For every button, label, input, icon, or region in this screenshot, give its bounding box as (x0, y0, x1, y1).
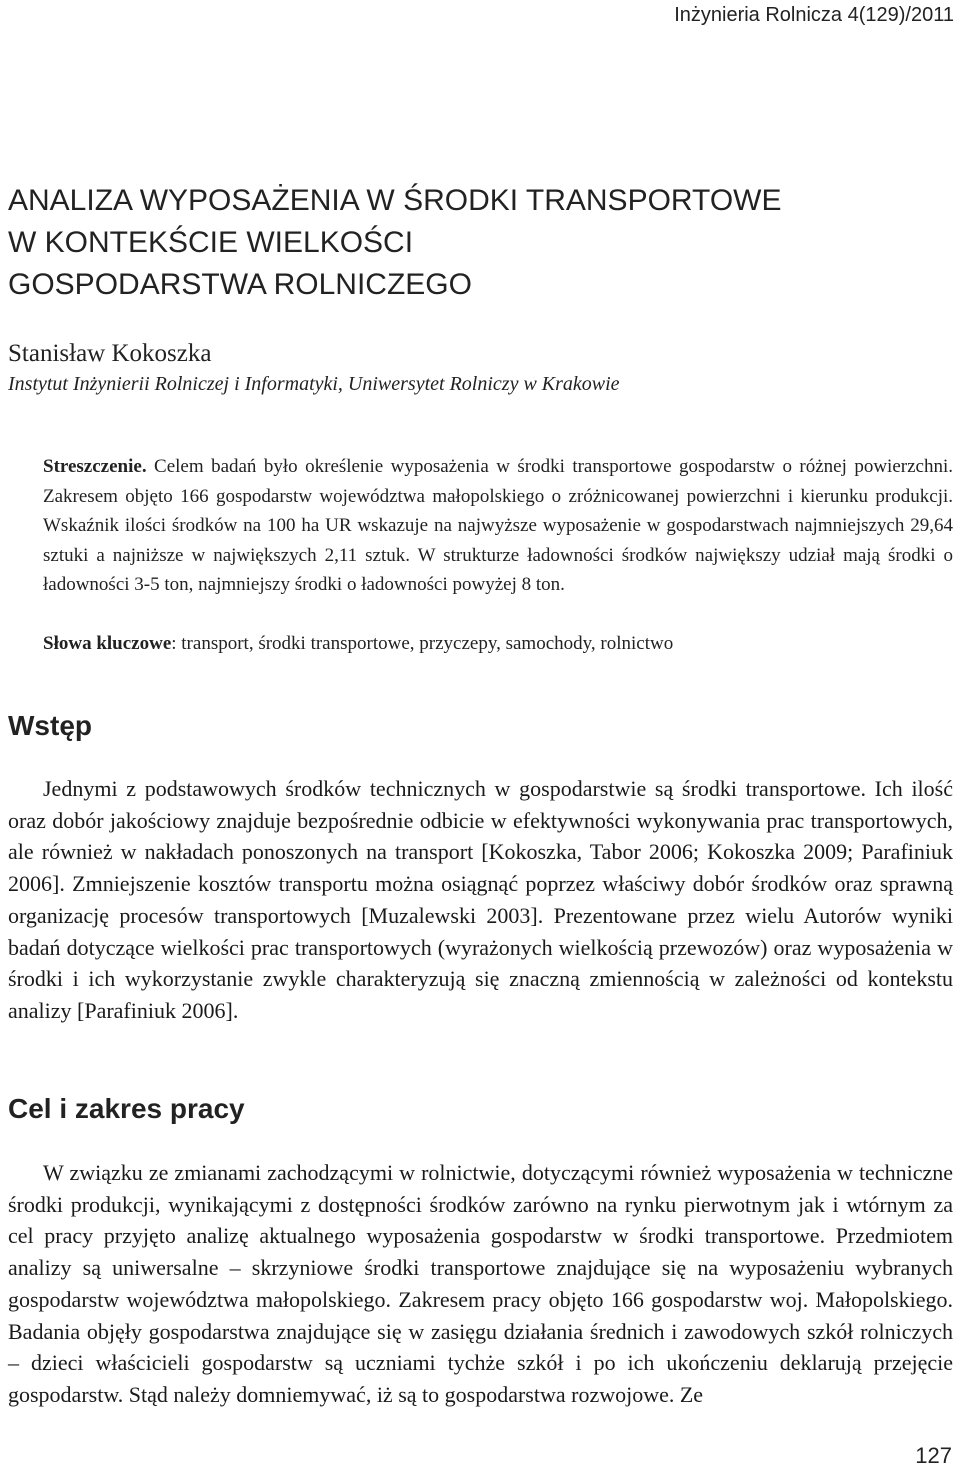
author-name: Stanisław Kokoszka (8, 340, 212, 367)
section-text-aim: W związku ze zmianami zachodzącymi w rolnictwie, dotyczącymi również wyposażenia w techniczne środki produkcji, wynikającymi z dostępności środków zarówno na rynku pierwotnym jak i wtórnym za cel pracy przyjęto analizę aktualnego wyposażenia gospodarstw w środki transportowe. Przedmiotem analizy są uniwersalne – skrzyniowe środki transportowe znajdujące się na wyposażeniu wybranych gospodarstw województwa małopolskiego. Zakresem pracy objęto 166 gospodarstw woj. Małopolskiego. Badania objęły gospodarstwa znajdujące się w zasięgu działania średnich i zawodowych szkół rolniczych – dzieci właścicieli gospodarstw są uczniami tychże szkół i po ich ukończeniu deklarują przejęcie gospodarstw. Stąd należy domniemywać, iż są to gospodarstwa rozwojowe. Ze (8, 1160, 953, 1407)
keywords-label: Słowa kluczowe (43, 633, 172, 654)
keywords (43, 633, 953, 655)
author-affiliation: Instytut Inżynierii Rolniczej i Informatyki, Uniwersytet Rolniczy w Krakowie (8, 373, 620, 395)
section-heading-aim: Cel i zakres pracy (8, 1093, 245, 1124)
abstract-label: Streszczenie. (43, 456, 147, 477)
keywords-text: : transport, środki transportowe, przyczepy, samochody, rolnictwo (171, 633, 674, 654)
page-number: 127 (915, 1443, 952, 1468)
title-line-2: W KONTEKŚCIE WIELKOŚCI (8, 226, 414, 259)
section-heading-intro: Wstęp (8, 710, 92, 741)
abstract-text: Celem badań było określenie wyposażenia w środki transportowe gospodarstw o różnej powierzchni. Zakresem objęto 166 gospodarstw województwa małopolskiego o zróżnicowanej powierzchni i kierunku produkcji. Wskaźnik ilości środków na 100 ha UR wskazuje na najwyższe wyposażenie w gospodarstwach najmniejszych 29,64 sztuki a najniższe w największych 2,11 sztuk. W strukturze ładowności środków największy udział mają środki o ładowności 3-5 ton, najmniejszy środki o ładowności powyżej 8 ton. (43, 456, 953, 595)
journal-header: Inżynieria Rolnicza 4(129)/2011 (674, 4, 954, 26)
section-text-intro: Jednymi z podstawowych środków technicznych w gospodarstwie są środki transportowe. Ich ilość oraz dobór jakościowy znajduje bezpośrednie odbicie w efektywności wykonywania prac transportowych, ale również w nakładach ponoszonych na transport [Kokoszka, Tabor 2006; Kokoszka 2009; Parafiniuk 2006]. Zmniejszenie kosztów transportu można osiągnąć poprzez właściwy dobór środków oraz sprawną organizację procesów transportowych [Muzalewski 2003]. Prezentowane przez wielu Autorów wyniki badań dotyczące wielkości prac transportowych (wyrażonych wielkością przewozów) oraz wyposażenia w środki i ich wykorzystanie zwykle charakteryzują się znaczną zmiennością w zależności od kontekstu analizy [Parafiniuk 2006]. (8, 776, 953, 1023)
paper-title (8, 180, 953, 306)
abstract (43, 452, 953, 600)
title-line-3: GOSPODARSTWA ROLNICZEGO (8, 268, 472, 301)
title-line-1: ANALIZA WYPOSAŻENIA W ŚRODKI TRANSPORTOWE (8, 184, 782, 217)
